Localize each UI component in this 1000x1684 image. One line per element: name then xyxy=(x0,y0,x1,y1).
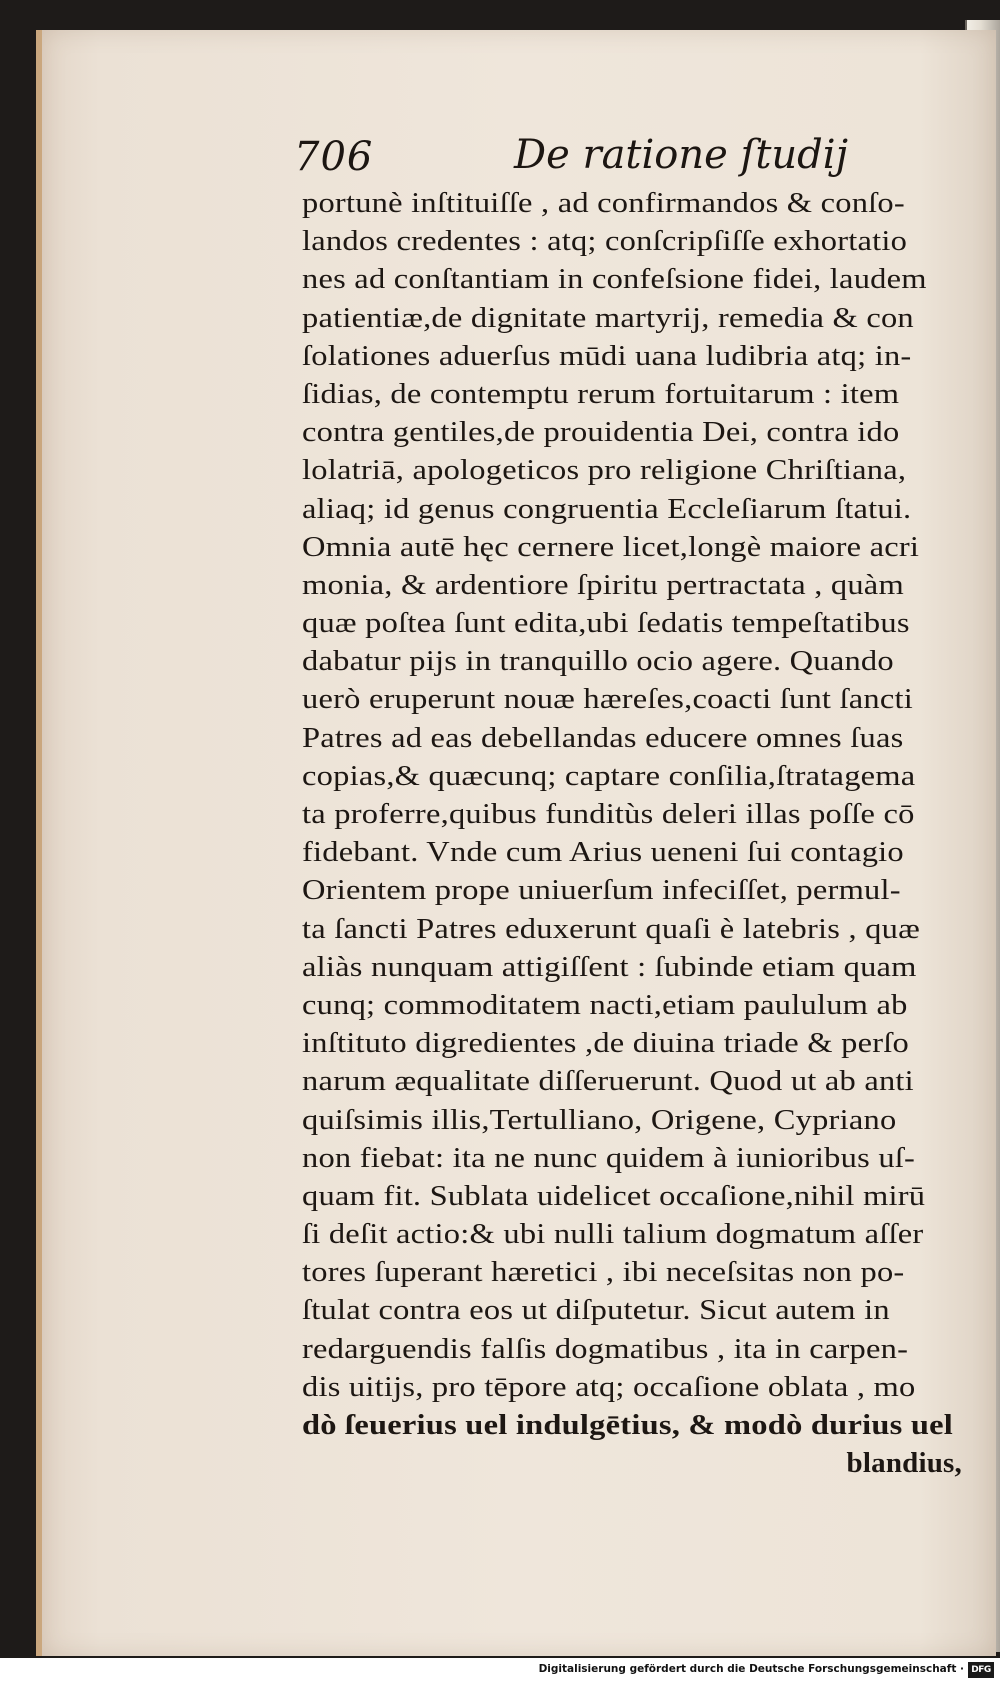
text-line: ſidias, de contemptu rerum fortuitarum : item xyxy=(302,377,900,410)
text-line: Patres ad eas debellandas educere omnes ſuas xyxy=(302,721,904,754)
text-line: fidebant. Vnde cum Arius ueneni ſui contagio xyxy=(302,836,904,869)
text-line: dabatur pijs in tranquillo ocio agere. Quando xyxy=(302,645,894,678)
text-line: aliàs nunquam attigiſſent : ſubinde etiam quam xyxy=(302,950,917,983)
text-line: tores ſuperant hæretici , ibi neceſsitas non po- xyxy=(302,1256,905,1289)
catchword: blandius, xyxy=(846,1447,962,1480)
text-line: patientiæ,de dignitate martyrij, remedia & con xyxy=(302,301,914,334)
text-line: ta ſancti Patres eduxerunt quaſi è latebris , quæ xyxy=(302,912,920,945)
text-line: nes ad conſtantiam in confeſsione fidei, laudem xyxy=(302,263,927,296)
text-line: dis uitijs, pro tēpore atq; occaſione oblata , mo xyxy=(302,1370,916,1403)
text-line: portunè inſtituiſſe , ad confirmandos & conſo- xyxy=(302,187,905,219)
text-line: quæ poſtea ſunt edita,ubi ſedatis tempeſtatibus xyxy=(302,607,910,640)
text-line: Orientem prope uniuerſum infeciſſet, permul- xyxy=(302,874,901,907)
text-line: ta proferre,quibus funditùs deleri illas poſſe cō xyxy=(302,798,915,830)
text-line: monia, & ardentiore ſpiritu pertractata , quàm xyxy=(302,568,904,601)
text-line: dò ſeuerius uel indulgētius, & modò durius uel xyxy=(302,1409,954,1441)
text-line: ſolationes aduerſus mūdi uana ludibria atq; in- xyxy=(302,339,912,372)
text-line: inſtituto digredientes ,de diuina triade & perſo xyxy=(302,1027,909,1060)
text-line: redarguendis falſis dogmatibus , ita in carpen- xyxy=(302,1332,909,1365)
text-line: quiſsimis illis,Tertulliano, Origene, Cypriano xyxy=(302,1103,897,1136)
running-title: De ratione ſtudij xyxy=(514,132,848,178)
text-line: copias,& quæcunq; captare conſilia,ſtratagema xyxy=(302,759,916,792)
text-line: contra gentiles,de prouidentia Dei, contra ido xyxy=(302,416,900,449)
text-line: uerò eruperunt nouæ hæreſes,coacti ſunt ſancti xyxy=(302,683,913,716)
text-line: lolatriā, apologeticos pro religione Chriſtiana, xyxy=(302,454,907,487)
page-number: 706 xyxy=(294,134,374,180)
text-line: landos credentes : atq; conſcripſiſſe exhortatio xyxy=(302,225,908,258)
text-line: quam fit. Sublata uidelicet occaſione,nihil mirū xyxy=(302,1179,926,1212)
dfg-logo-icon: DFG xyxy=(968,1662,994,1678)
body-text xyxy=(302,184,964,1482)
page-header xyxy=(294,128,848,184)
text-line: cunq; commoditatem nacti,etiam paululum ab xyxy=(302,988,908,1021)
footer-credit: Digitalisierung gefördert durch die Deutsche Forschungsgemeinschaft · xyxy=(538,1663,964,1675)
text-line: ſtulat contra eos ut diſputetur. Sicut autem in xyxy=(302,1294,890,1327)
text-line: Omnia autē hęc cernere licet,longè maiore acri xyxy=(302,530,920,563)
text-line: ſi deſit actio:& ubi nulli talium dogmatum aſſer xyxy=(302,1218,924,1251)
text-line: non fiebat: ita ne nunc quidem à iunioribus uſ- xyxy=(302,1141,916,1174)
digitization-footer xyxy=(0,1658,1000,1684)
text-line: narum æqualitate diſſeruerunt. Quod ut ab anti xyxy=(302,1065,914,1098)
text-line: aliaq; id genus congruentia Eccleſiarum ſtatui. xyxy=(302,492,912,525)
